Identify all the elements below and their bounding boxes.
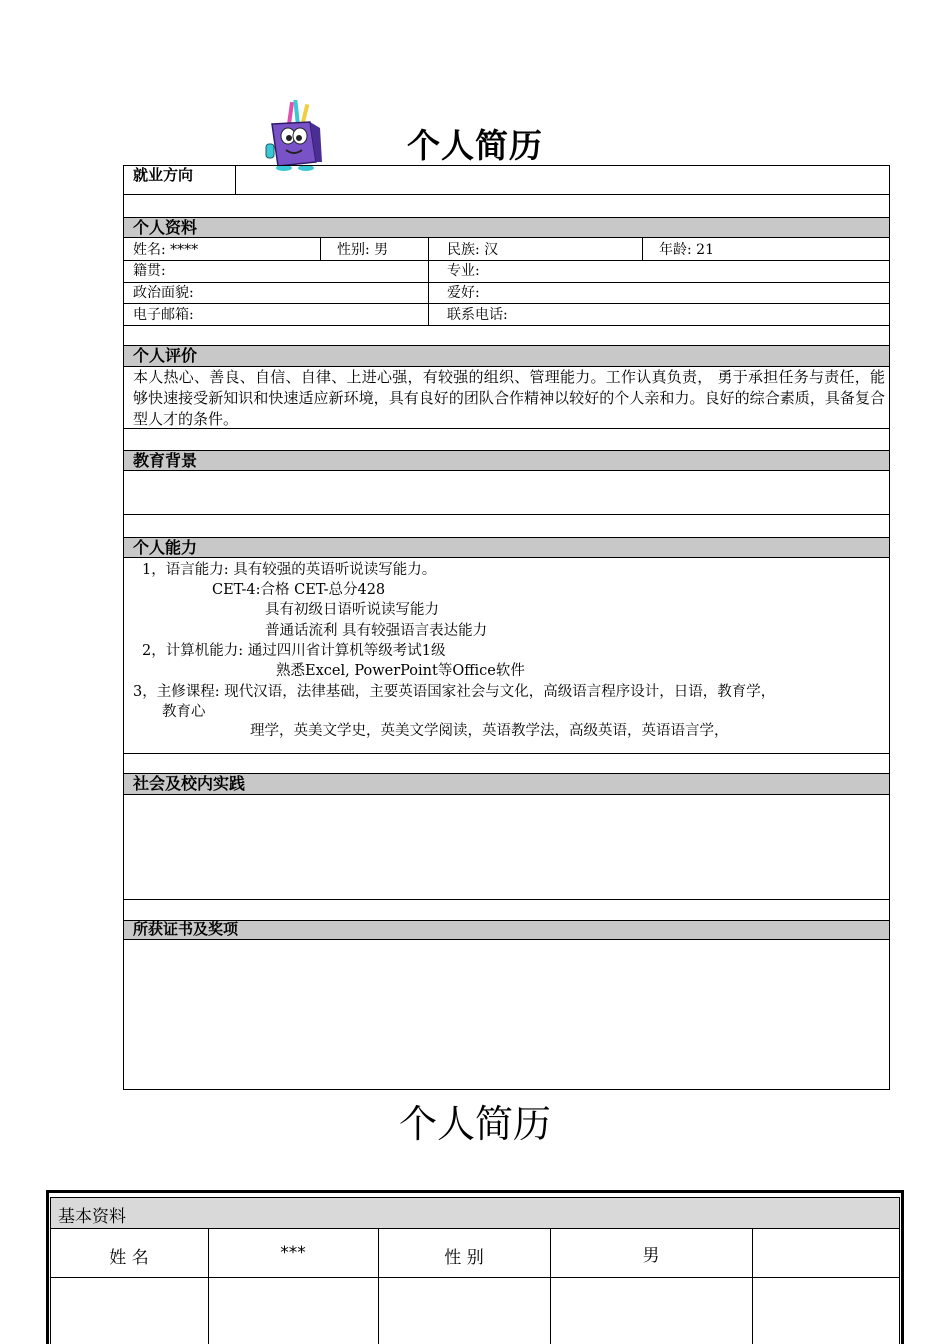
ability-line: 普通话流利 具有较强语言表达能力 — [265, 623, 488, 639]
ability-line: 3，主修课程: 现代汉语，法律基础，主要英语国家社会与文化，高级语言程序设计，日语，教育学， — [133, 684, 776, 700]
section-awards: 所获证书及奖项 — [133, 920, 239, 938]
section-practice: 社会及校内实践 — [133, 774, 246, 793]
phone-field: 联系电话: — [447, 307, 508, 323]
ability-line: 2，计算机能力: 通过四川省计算机等级考试1级 — [142, 643, 446, 659]
age-field: 年龄: 21 — [659, 242, 714, 258]
second-page-title: 个人简历 — [398, 1102, 551, 1146]
section-self-evaluation: 个人评价 — [133, 346, 198, 365]
ability-line: CET-4:合格 CET-总分428 — [212, 582, 386, 598]
ability-line: 教育心 — [162, 704, 206, 720]
ethnicity-field: 民族: 汉 — [447, 242, 499, 258]
page-title: 个人简历 — [407, 126, 543, 165]
section-abilities: 个人能力 — [133, 538, 198, 557]
job-intent-label: 就业方向 — [133, 166, 194, 184]
email-field: 电子邮箱: — [133, 307, 194, 323]
ability-line: 熟悉Excel, PowerPoint等Office软件 — [276, 663, 525, 679]
ability-line: 理学，英美文学史，英美文学阅读，英语教学法，高级英语，英语语言学， — [250, 723, 729, 739]
self-evaluation-text: 本人热心、善良、自信、自律、上进心强，有较强的组织、管理能力。工作认真负责， 勇于承担任务与责任，能够快速接受新知识和快速适应新环境，具有良好的团队合作精神以较好的个人亲和力。良好的综合素质，具备复合型人才的条件。 — [133, 368, 885, 428]
politics-field: 政治面貌: — [133, 285, 194, 301]
ability-line: 具有初级日语听说读写能力 — [265, 602, 439, 618]
section-personal-info: 个人资料 — [133, 218, 198, 237]
gender-field: 性别: 男 — [337, 242, 389, 258]
hobby-field: 爱好: — [447, 285, 480, 301]
basic-info-header — [50, 1197, 900, 1229]
ability-line: 1，语言能力: 具有较强的英语听说读写能力。 — [142, 562, 437, 578]
name-field: 姓名: **** — [133, 242, 199, 258]
name-value: *** — [280, 1243, 306, 1263]
name-label: 姓 名 — [109, 1248, 149, 1268]
basic-info-label: 基本资料 — [58, 1207, 126, 1227]
hometown-field: 籍贯: — [133, 263, 166, 279]
gender-label: 性 别 — [444, 1248, 484, 1268]
major-field: 专业: — [447, 263, 480, 279]
gender-value: 男 — [642, 1246, 660, 1266]
section-education: 教育背景 — [133, 451, 198, 470]
